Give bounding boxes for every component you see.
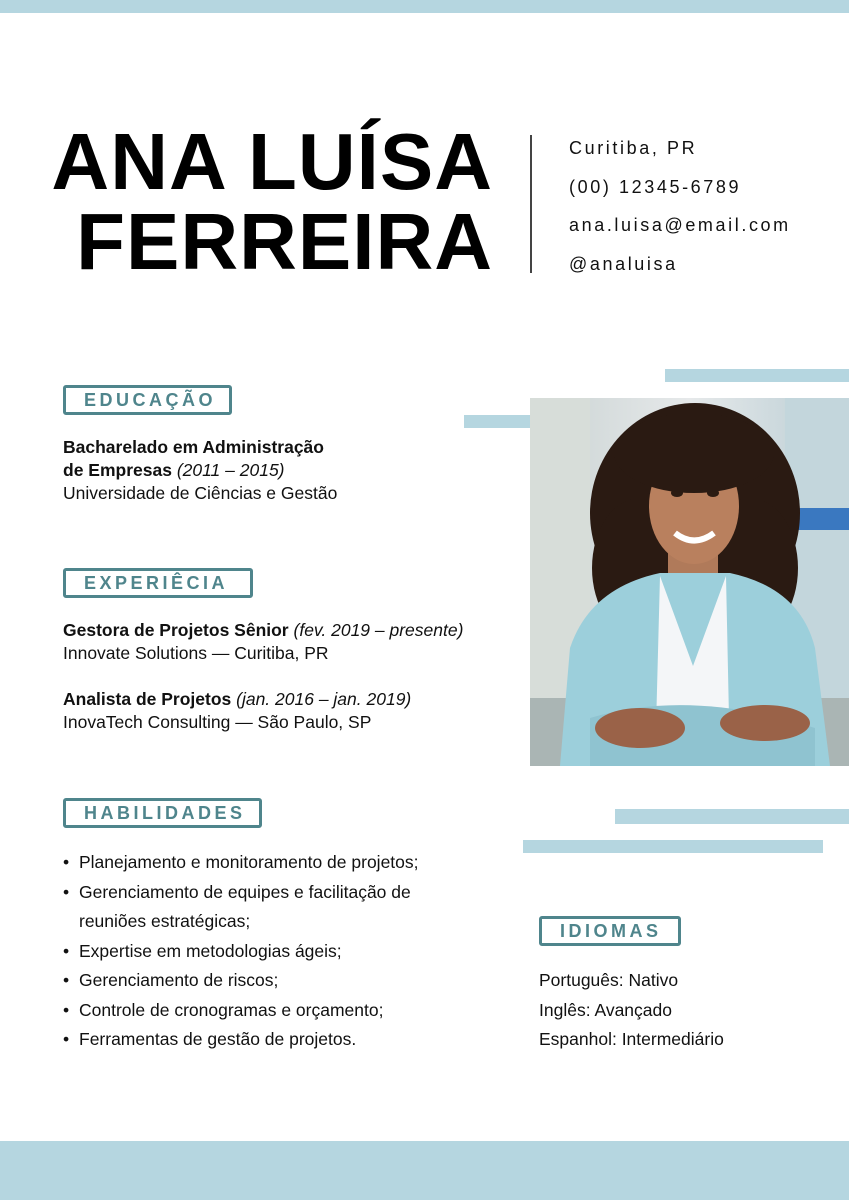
portrait-illustration <box>530 398 849 766</box>
school-name: Universidade de Ciências e Gestão <box>63 483 338 503</box>
skills-list <box>63 848 479 1055</box>
languages-list <box>539 966 724 1055</box>
bottom-decor-bar <box>0 1141 849 1200</box>
contact-info <box>569 135 791 290</box>
languages-heading: IDIOMAS <box>539 916 681 946</box>
job-title: Analista de Projetos <box>63 689 232 709</box>
job-dates: (fev. 2019 – presente) <box>293 620 464 640</box>
decor-bar <box>615 809 849 824</box>
education-heading: EDUCAÇÃO <box>63 385 232 415</box>
education-entry <box>63 436 337 505</box>
resume-name <box>51 117 493 286</box>
list-item: Português: Nativo <box>539 970 679 990</box>
skills-heading: HABILIDADES <box>63 798 262 828</box>
degree-line-1: Bacharelado em Administração <box>63 437 324 457</box>
list-item: • Ferramentas de gestão de projetos. <box>63 1025 479 1055</box>
job-dates: (jan. 2016 – jan. 2019) <box>236 689 412 709</box>
contact-location: Curitiba, PR <box>569 138 698 158</box>
job-entry <box>63 688 411 734</box>
job-company: Innovate Solutions — Curitiba, PR <box>63 643 329 663</box>
decor-bar <box>523 840 823 853</box>
top-decor-bar <box>0 0 849 13</box>
list-item: • Gerenciamento de riscos; <box>63 966 479 996</box>
list-item: • Planejamento e monitoramento de projetos; <box>63 848 479 878</box>
experience-heading: EXPERIÊCIA <box>63 568 253 598</box>
profile-photo <box>530 398 849 766</box>
list-item: • Expertise em metodologias ágeis; <box>63 937 479 967</box>
list-item: • Gerenciamento de equipes e facilitação de reuniões estratégicas; <box>63 878 479 937</box>
name-line-2: FERREIRA <box>76 197 493 286</box>
degree-line-2: de Empresas <box>63 460 172 480</box>
decor-bar <box>665 369 849 382</box>
job-entry <box>63 619 463 665</box>
job-company: InovaTech Consulting — São Paulo, SP <box>63 712 372 732</box>
list-item: Espanhol: Intermediário <box>539 1029 724 1049</box>
decor-bar <box>464 415 530 428</box>
job-title: Gestora de Projetos Sênior <box>63 620 289 640</box>
contact-handle: @analuisa <box>569 254 678 275</box>
list-item: • Controle de cronogramas e orçamento; <box>63 996 479 1026</box>
degree-dates: (2011 – 2015) <box>176 460 285 480</box>
list-item: Inglês: Avançado <box>539 999 672 1020</box>
contact-phone: (00) 12345-6789 <box>569 176 742 197</box>
contact-email: ana.luisa@email.com <box>569 215 791 236</box>
header-divider <box>530 135 532 273</box>
name-line-1: ANA LUÍSA <box>51 117 493 206</box>
